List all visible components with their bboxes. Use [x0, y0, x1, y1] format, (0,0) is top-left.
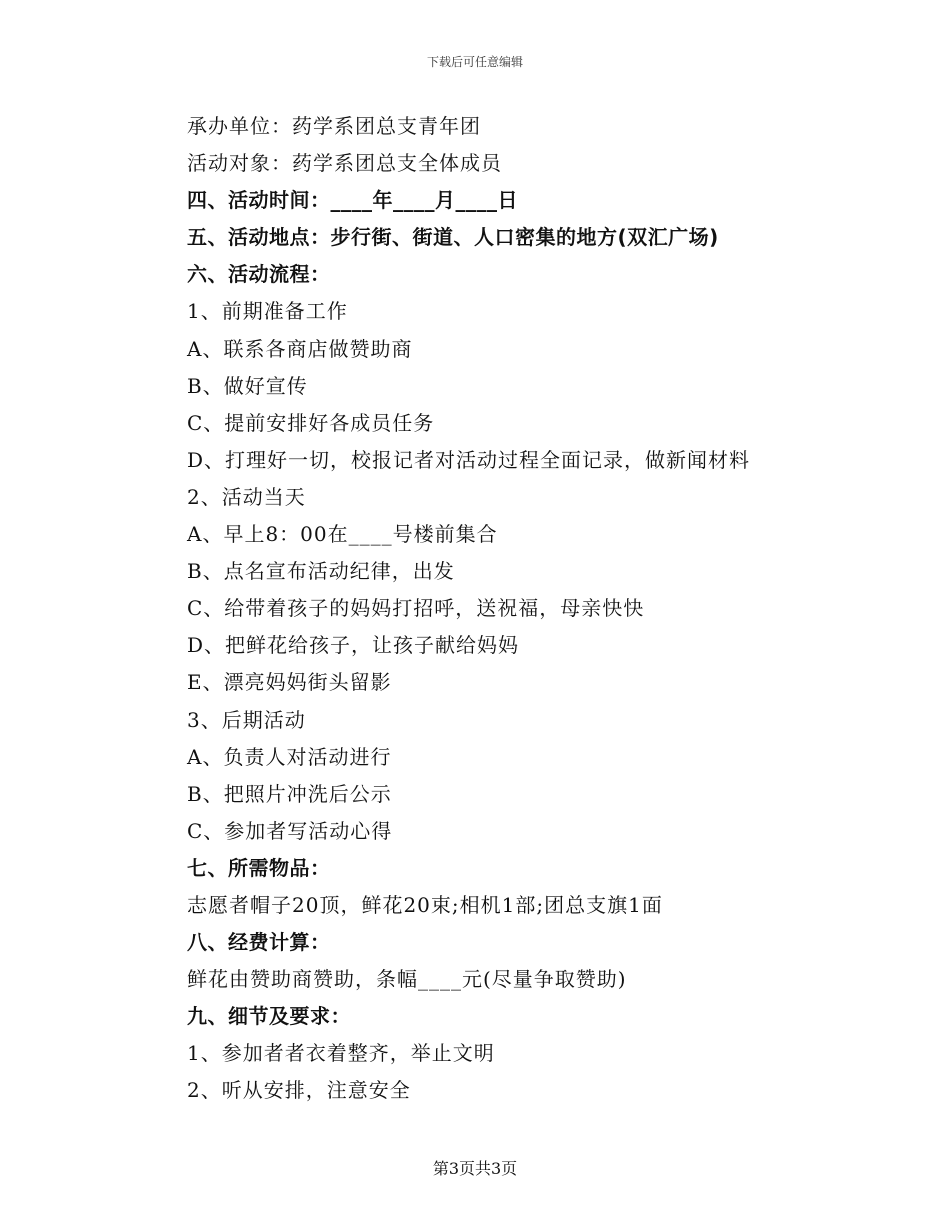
page-header: 下载后可任意编辑: [426, 55, 523, 69]
list-item: C、提前安排好各成员任务: [187, 410, 435, 435]
list-item: B、做好宣传: [187, 373, 308, 398]
text-line: 承办单位：药学系团总支青年团: [187, 114, 481, 138]
list-item: 1、参加者者衣着整齐，举止文明: [187, 1041, 495, 1066]
page-footer: 第3页共3页: [432, 1159, 518, 1178]
section-heading: 七、所需物品：: [187, 855, 331, 880]
document-body: [187, 108, 787, 1110]
list-item: D、把鲜花给孩子，让孩子献给妈妈: [187, 633, 520, 658]
list-item: C、给带着孩子的妈妈打招呼，送祝福，母亲快快: [187, 596, 645, 621]
list-item: 3、后期活动: [187, 707, 306, 732]
list-item: C、参加者写活动心得: [187, 818, 393, 843]
list-item: B、把照片冲洗后公示: [187, 781, 392, 806]
list-item: 2、听从安排，注意安全: [187, 1078, 411, 1103]
section-heading: 九、细节及要求：: [187, 1004, 351, 1029]
text-line: 志愿者帽子20顶，鲜花20束;相机1部;团总支旗1面: [187, 892, 663, 917]
section-heading: 六、活动流程：: [187, 262, 331, 287]
section-heading: 八、经费计算：: [187, 930, 331, 955]
list-item: 2、活动当天: [187, 484, 306, 509]
list-item: A、联系各商店做赞助商: [187, 336, 413, 361]
list-item: B、点名宣布活动纪律，出发: [187, 559, 455, 584]
text-line: 活动对象：药学系团总支全体成员: [187, 151, 502, 176]
list-item: A、早上8：00在____号楼前集合: [187, 522, 498, 547]
text-line: 鲜花由赞助商赞助，条幅____元(尽量争取赞助): [187, 967, 627, 992]
list-item: A、负责人对活动进行: [187, 744, 392, 769]
section-heading: 四、活动时间：____年____月____日: [187, 188, 518, 213]
list-item: E、漂亮妈妈街头留影: [187, 670, 392, 695]
section-heading: 五、活动地点：步行街、街道、人口密集的地方(双汇广场): [187, 225, 719, 250]
list-item: D、打理好一切，校报记者对活动过程全面记录，做新闻材料: [187, 447, 751, 472]
list-item: 1、前期准备工作: [187, 299, 348, 324]
